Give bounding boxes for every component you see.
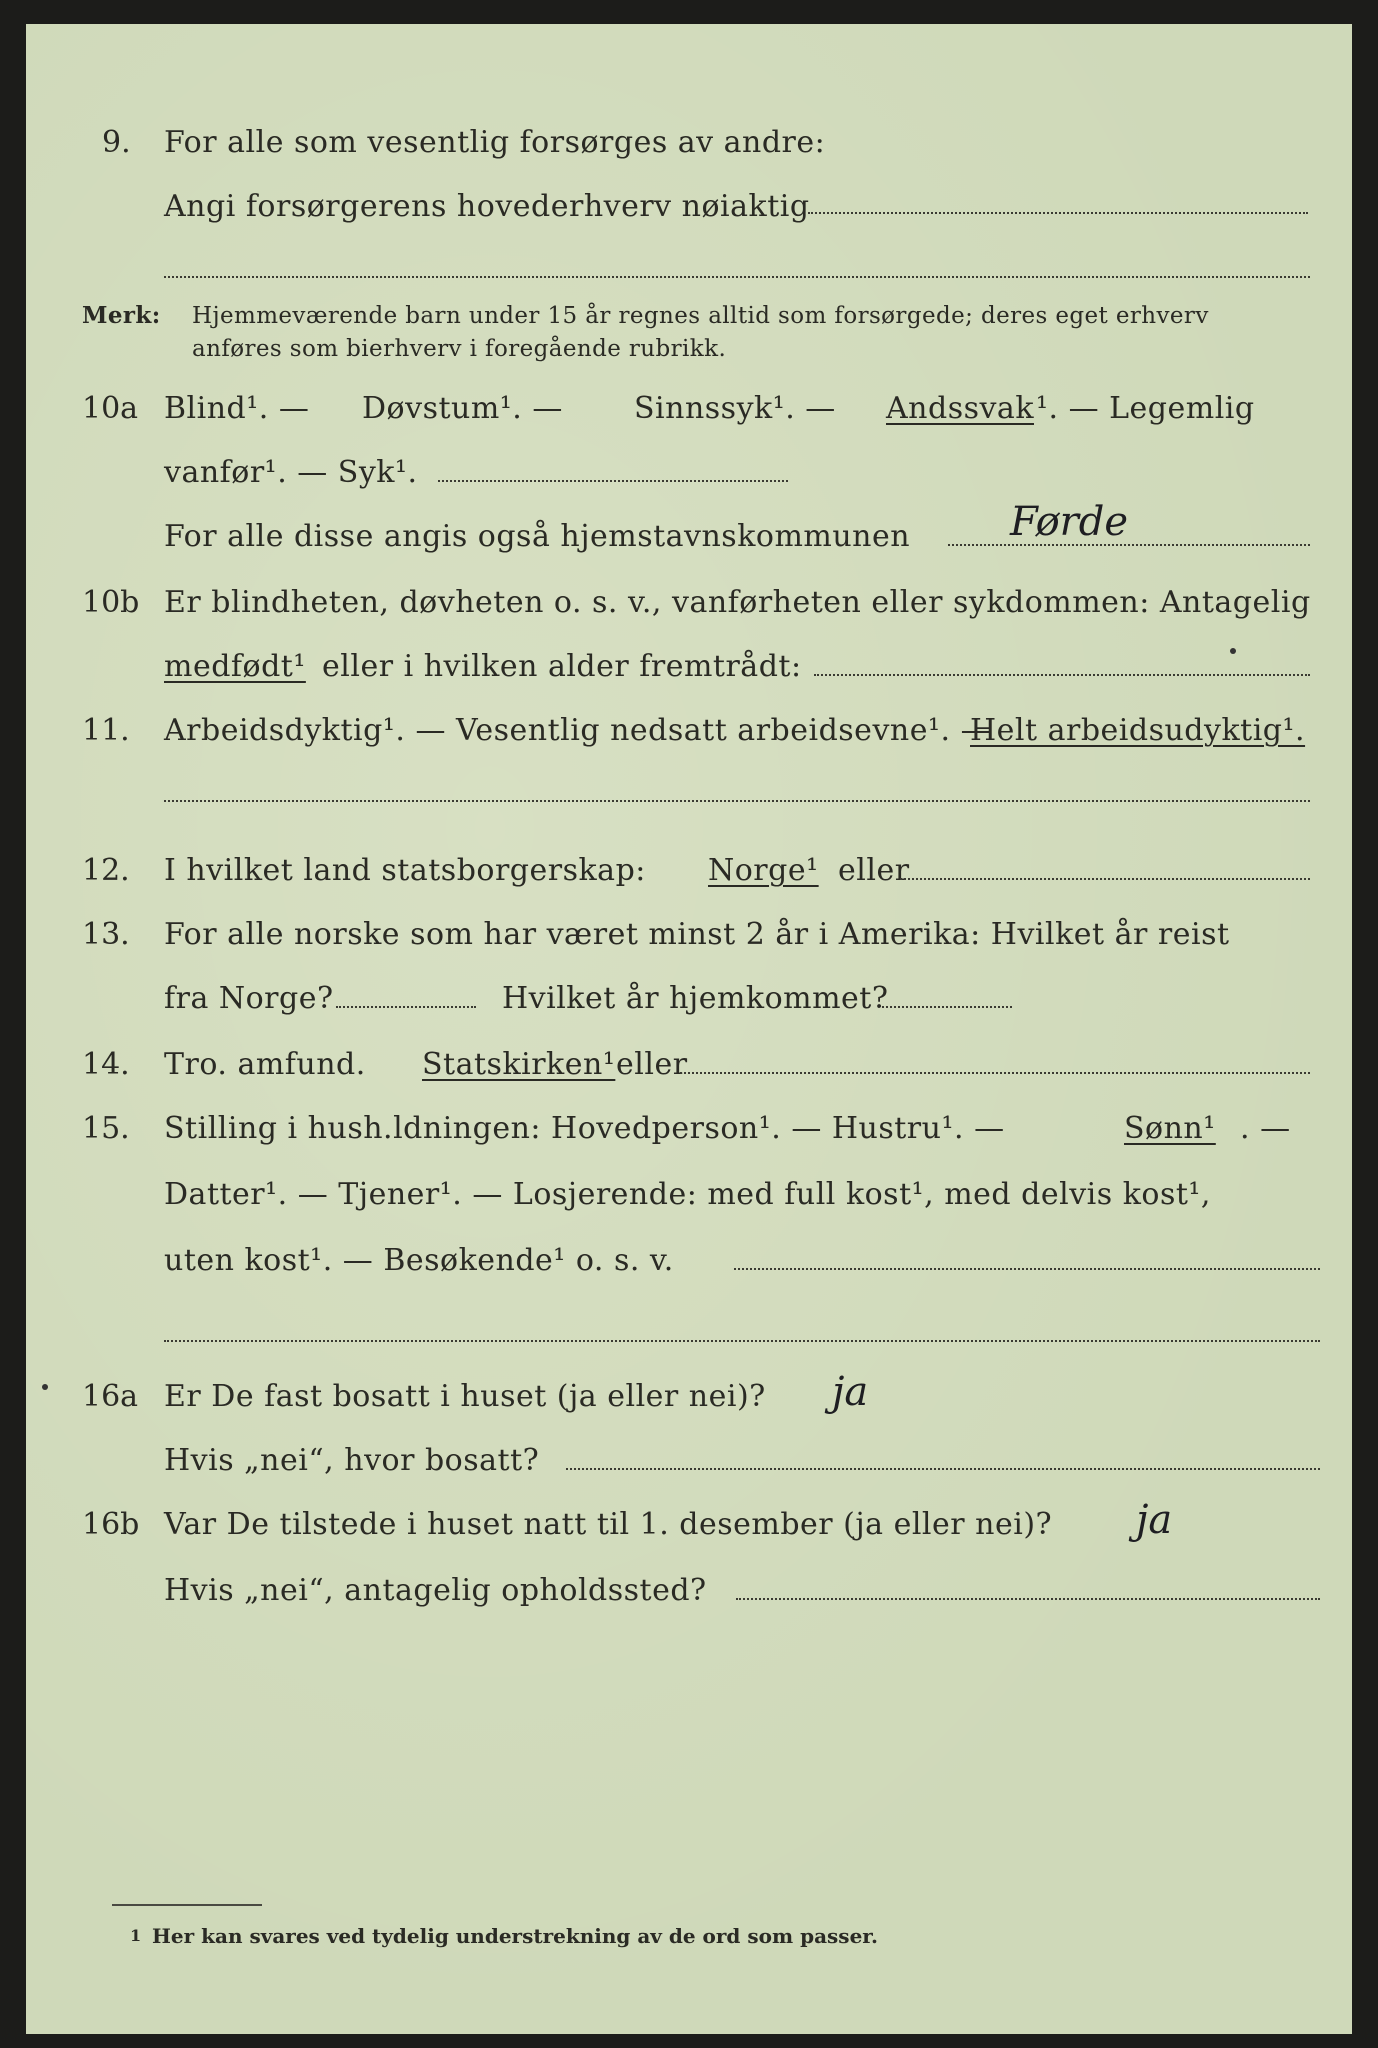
q16b-answer-line bbox=[736, 1598, 1320, 1600]
q12-number: 12. bbox=[82, 853, 130, 888]
q10a-blind: Blind¹. — bbox=[164, 391, 310, 426]
q9-line1: For alle som vesentlig forsørges av andre: bbox=[164, 125, 826, 160]
margin-mark bbox=[42, 1384, 48, 1390]
q10a-number: 10a bbox=[82, 391, 139, 426]
q10a-handwritten-answer: Førde bbox=[1010, 499, 1129, 545]
q15-line3: uten kost¹. — Besøkende¹ o. s. v. bbox=[164, 1243, 674, 1278]
q13-line2b: Hvilket år hjemkommet? bbox=[502, 981, 889, 1016]
q11-part1: Arbeidsdyktig¹. — Vesentlig nedsatt arbeidsevne¹. — bbox=[164, 713, 992, 748]
q13-reist-answer-line bbox=[336, 1006, 476, 1008]
q16a-answer-line bbox=[566, 1468, 1320, 1470]
q10b-answer-line bbox=[814, 674, 1310, 676]
q10a-hjemstavn-answer-line bbox=[948, 544, 1310, 546]
q9-line2: Angi forsørgerens hovederhverv nøiaktig bbox=[164, 189, 810, 224]
q15-line2: Datter¹. — Tjener¹. — Losjerende: med full kost¹, med delvis kost¹, bbox=[164, 1177, 1211, 1212]
q16a-line2: Hvis „nei“, hvor bosatt? bbox=[164, 1443, 540, 1478]
q14-statskirken-underlined: Statskirken¹ bbox=[422, 1047, 616, 1082]
footnote-text: Her kan svares ved tydelig understrekning av de ord som passer. bbox=[152, 1924, 878, 1948]
q13-number: 13. bbox=[82, 917, 130, 952]
q9-number: 9. bbox=[102, 125, 131, 160]
q13-hjemkommet-answer-line bbox=[882, 1006, 1012, 1008]
q10a-line2-answer-line bbox=[438, 480, 788, 482]
q14-suffix: eller bbox=[616, 1047, 688, 1082]
q15-extra-answer-line bbox=[164, 1340, 1320, 1342]
q14-number: 14. bbox=[82, 1047, 130, 1082]
footnote-mark: 1 bbox=[130, 1926, 142, 1945]
q9-answer-line bbox=[808, 212, 1308, 214]
q10a-sinnssyk: Sinnssyk¹. — bbox=[634, 391, 836, 426]
q15-line1a: Stilling i hush.ldningen: Hovedperson¹. — Hustru¹. — bbox=[164, 1111, 1005, 1146]
q10b-line2-rest: eller i hvilken alder fremtrådt: bbox=[322, 649, 802, 684]
q16b-line2: Hvis „nei“, antagelig opholdssted? bbox=[164, 1573, 707, 1608]
footnote-rule bbox=[112, 1904, 262, 1906]
q10b-line1: Er blindheten, døvheten o. s. v., vanførheten eller sykdommen: Antagelig bbox=[164, 585, 1311, 620]
q10a-dovstum: Døvstum¹. — bbox=[362, 391, 563, 426]
q12-suffix: eller bbox=[838, 853, 910, 888]
q16a-number: 16a bbox=[82, 1379, 139, 1414]
q16a-line1: Er De fast bosatt i huset (ja eller nei)? bbox=[164, 1379, 766, 1414]
q10a-andssvak-underlined: Andssvak bbox=[886, 391, 1034, 426]
q15-sonn-underlined: Sønn¹ bbox=[1124, 1111, 1216, 1146]
q10a-line3: For alle disse angis også hjemstavnskommunen bbox=[164, 519, 911, 554]
q16a-handwritten-answer: ja bbox=[832, 1369, 869, 1415]
merk-label: Merk: bbox=[82, 302, 161, 329]
q13-line1: For alle norske som har været minst 2 år i Amerika: Hvilket år reist bbox=[164, 917, 1230, 952]
q12-prefix: I hvilket land statsborgerskap: bbox=[164, 853, 646, 888]
q16b-line1: Var De tilstede i huset natt til 1. desember (ja eller nei)? bbox=[164, 1507, 1053, 1542]
q11-extra-answer-line bbox=[164, 800, 1310, 802]
q12-answer-line bbox=[900, 878, 1310, 880]
q15-line1b: . — bbox=[1240, 1111, 1291, 1146]
q10a-andssvak-tail: ¹. — Legemlig bbox=[1036, 391, 1255, 426]
ink-mark bbox=[1230, 648, 1236, 654]
q10a-line2: vanfør¹. — Syk¹. bbox=[164, 455, 418, 490]
q14-answer-line bbox=[680, 1072, 1310, 1074]
q15-answer-line bbox=[734, 1268, 1320, 1270]
q12-norge-underlined: Norge¹ bbox=[708, 853, 819, 888]
q9-extra-answer-line bbox=[164, 276, 1310, 278]
q11-number: 11. bbox=[82, 713, 130, 748]
q13-line2a: fra Norge? bbox=[164, 981, 334, 1016]
q11-part2-underlined: Helt arbeidsudyktig¹. bbox=[970, 713, 1306, 748]
q10b-medfodt-underlined: medfødt¹ bbox=[164, 649, 306, 684]
q16b-number: 16b bbox=[82, 1507, 140, 1542]
q10b-number: 10b bbox=[82, 585, 140, 620]
q16b-handwritten-answer: ja bbox=[1136, 1497, 1173, 1543]
q15-number: 15. bbox=[82, 1111, 130, 1146]
census-form-sheet bbox=[26, 24, 1352, 2034]
q14-prefix: Tro. amfund. bbox=[164, 1047, 366, 1082]
merk-line2: anføres som bierhverv i foregående rubrikk. bbox=[192, 336, 727, 362]
merk-line1: Hjemmeværende barn under 15 år regnes alltid som forsørgede; deres eget erhverv bbox=[192, 303, 1209, 329]
